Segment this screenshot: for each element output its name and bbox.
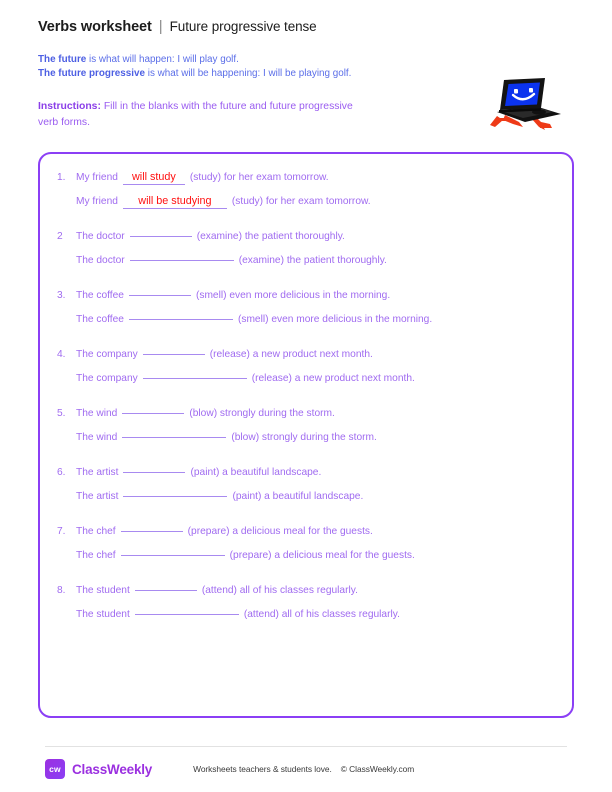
question-number: 5. [57,408,66,419]
page-footer [45,757,567,781]
question-progressive-line [52,371,562,386]
definition-future [38,53,468,67]
page-title-main: Verbs worksheet [38,19,152,35]
question-item [52,465,562,504]
question-future-line [52,406,562,421]
question-predicate: (blow) strongly during the storm. [189,408,335,419]
question-item [52,347,562,386]
question-item [52,583,562,622]
question-predicate: (attend) all of his classes regularly. [243,608,400,620]
question-predicate: (blow) strongly during the storm. [231,431,377,443]
answer-blank-filled[interactable]: will study [123,171,185,185]
answer-blank[interactable] [123,472,185,473]
question-predicate: (paint) a beautiful landscape. [190,467,322,478]
answer-blank[interactable] [121,531,183,532]
question-item [52,288,562,327]
tense-definitions [38,53,468,81]
question-future-line [52,288,562,303]
footer-tagline: Worksheets teachers & students love. [193,764,332,774]
definition-future-progressive-text: is what will be happening: I will be playing golf. [145,68,352,80]
answer-blank[interactable] [143,354,205,355]
instructions [38,99,368,130]
answer-blank[interactable] [135,590,197,591]
question-subject: The student [76,585,130,596]
definition-future-text: is what will happen: I will play golf. [86,54,239,65]
question-predicate: (smell) even more delicious in the morning. [237,313,433,325]
question-number: 4. [57,349,66,360]
question-subject: The student [76,608,130,620]
question-subject: The doctor [76,231,125,242]
question-number: 8. [57,585,66,596]
question-subject: The chef [76,549,116,561]
question-predicate: (prepare) a delicious meal for the guests. [187,526,373,537]
question-predicate: (release) a new product next month. [251,372,415,384]
question-progressive-line [52,253,562,268]
question-predicate: (study) for her exam tomorrow. [189,172,329,183]
classweekly-logo-icon: cw [45,759,65,779]
running-laptop-icon [479,66,571,138]
question-future-line [52,347,562,362]
question-number: 1. [57,172,66,183]
question-subject: The artist [76,490,119,502]
question-number: 7. [57,526,66,537]
definition-future-progressive-term: The future progressive [38,68,146,80]
question-subject: The wind [76,431,118,443]
question-progressive-line [52,430,562,445]
questions-list [52,170,562,622]
page-title-subtitle: Future progressive tense [169,19,317,34]
question-predicate: (paint) a beautiful landscape. [232,490,364,502]
footer-divider [45,746,567,747]
question-subject: My friend [76,195,118,207]
question-item [52,406,562,445]
question-subject: The doctor [76,254,125,266]
page-title [38,18,558,35]
question-future-line [52,524,562,539]
footer-copyright: © ClassWeekly.com [340,764,415,774]
question-subject: The coffee [76,313,124,325]
question-progressive-line [52,548,562,563]
page-header [38,18,558,35]
question-future-line [52,465,562,480]
answer-blank[interactable] [143,378,247,379]
question-progressive-line [52,489,562,504]
questions-panel [38,152,574,718]
question-subject: The company [76,349,138,360]
question-subject: The wind [76,408,118,419]
question-subject: The chef [76,526,116,537]
question-number: 3. [57,290,66,301]
answer-blank[interactable] [122,413,184,414]
question-item [52,170,562,209]
definition-future-term: The future [38,54,87,65]
instructions-label: Instructions: [38,101,101,112]
question-predicate: (examine) the patient thoroughly. [196,231,345,242]
question-subject: The company [76,372,138,384]
question-subject: My friend [76,172,118,183]
question-predicate: (prepare) a delicious meal for the guests. [229,549,415,561]
answer-blank[interactable] [135,614,239,615]
question-progressive-line [52,312,562,327]
instructions-text: Fill in the blanks with the future and future progressive verb forms. [38,101,353,128]
answer-blank[interactable] [130,260,234,261]
answer-blank[interactable] [130,236,192,237]
title-separator: | [158,18,163,35]
question-predicate: (attend) all of his classes regularly. [201,585,358,596]
question-future-line [52,170,562,185]
answer-blank[interactable] [123,496,227,497]
question-predicate: (smell) even more delicious in the morning. [195,290,391,301]
answer-blank[interactable] [129,295,191,296]
question-progressive-line [52,194,562,209]
answer-blank[interactable] [129,319,233,320]
question-subject: The artist [76,467,119,478]
question-item [52,524,562,563]
question-predicate: (release) a new product next month. [209,349,373,360]
definition-future-progressive [38,67,468,81]
question-number: 6. [57,467,66,478]
question-future-line [52,229,562,244]
brand-name: ClassWeekly [72,761,153,777]
question-progressive-line [52,607,562,622]
question-subject: The coffee [76,290,124,301]
answer-blank[interactable] [121,555,225,556]
question-number: 2 [57,231,63,242]
question-predicate: (examine) the patient thoroughly. [238,254,387,266]
question-future-line [52,583,562,598]
question-item [52,229,562,268]
question-predicate: (study) for her exam tomorrow. [231,195,371,207]
answer-blank-filled[interactable]: will be studying [123,195,227,209]
answer-blank[interactable] [122,437,226,438]
